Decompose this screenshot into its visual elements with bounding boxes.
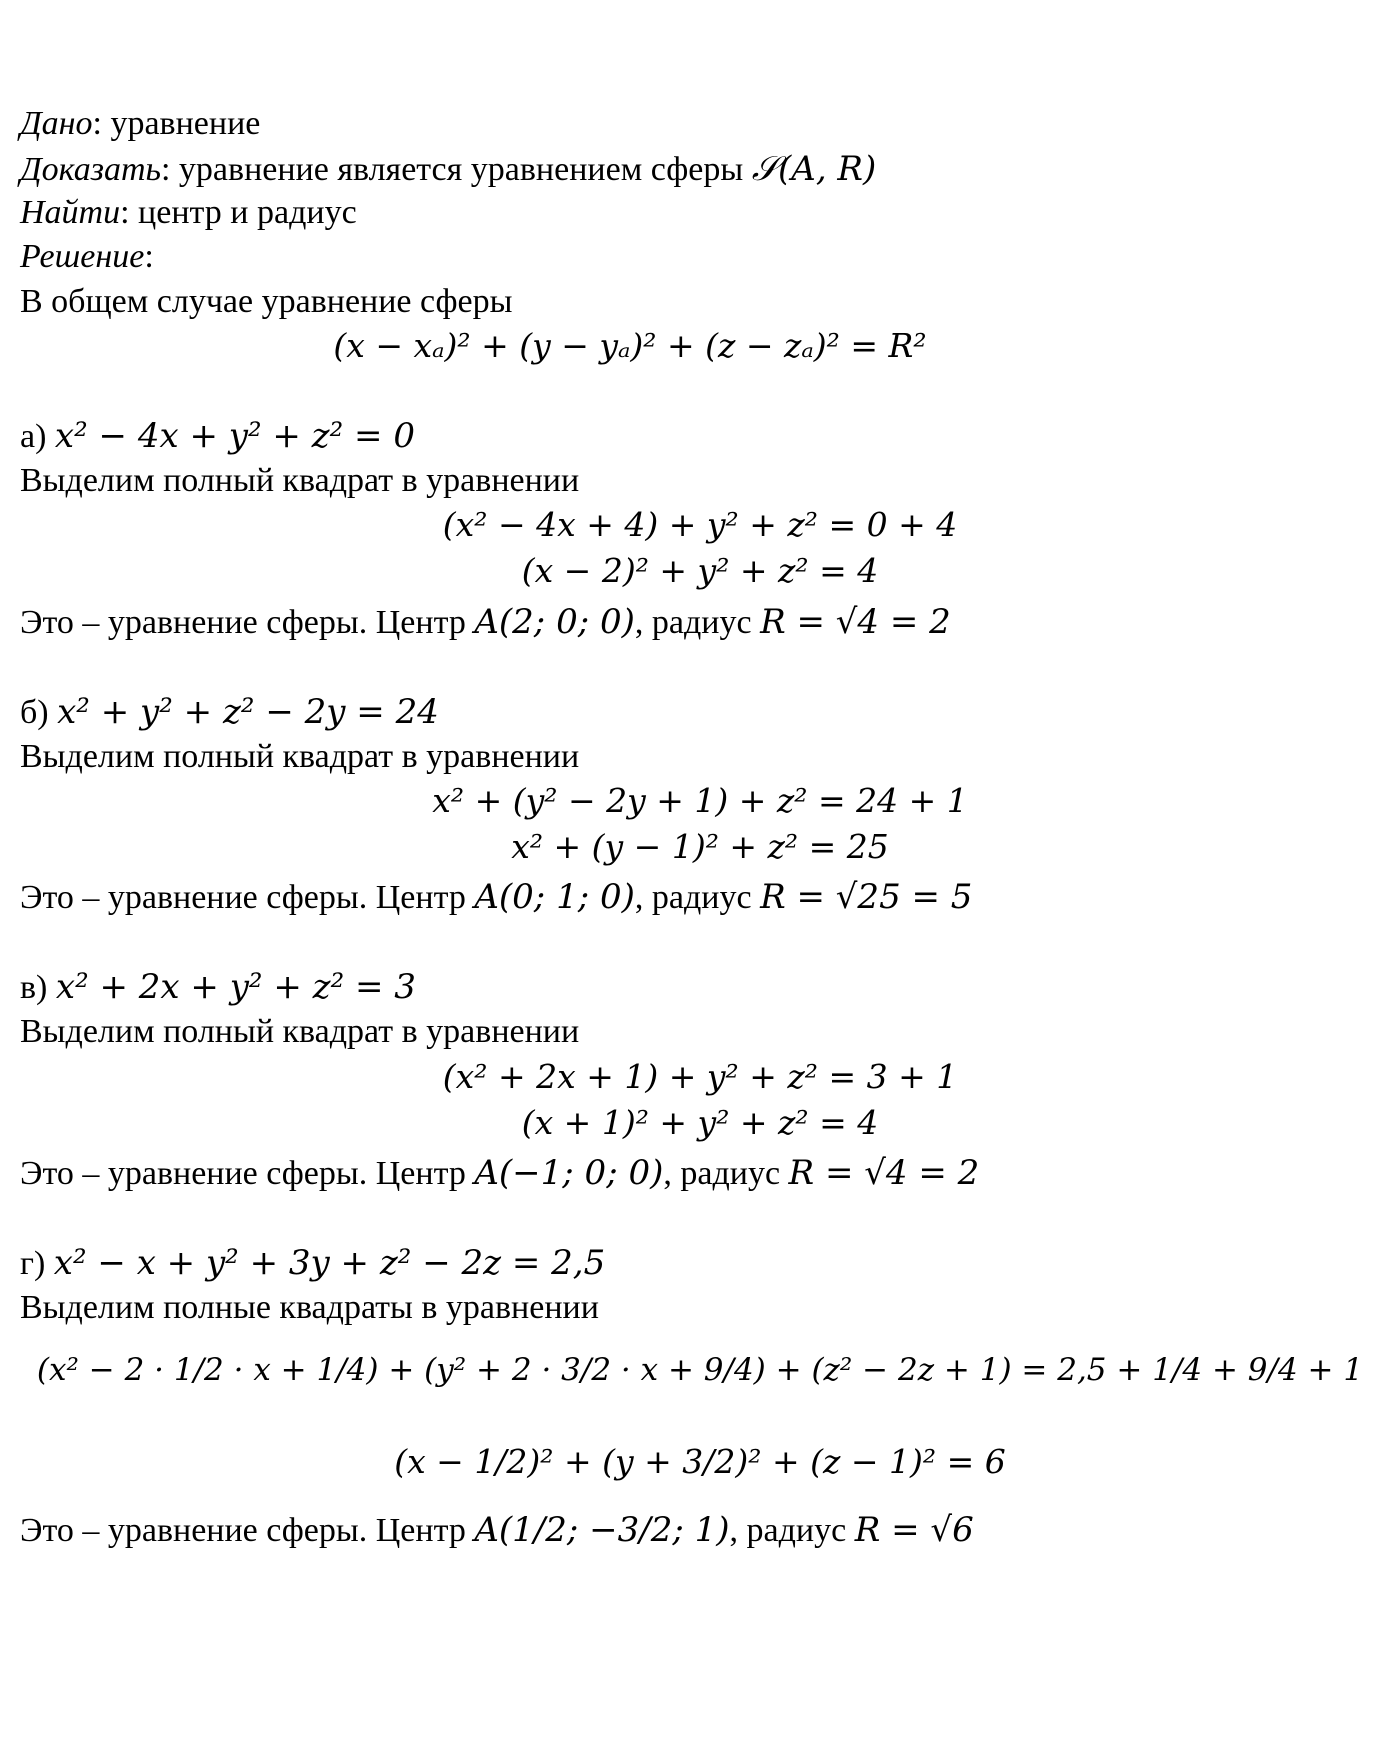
part-b-conclusion [20, 877, 972, 918]
part-b-step1: x² + (y² − 2y + 1) + z² = 24 + 1 [432, 781, 968, 820]
part-g-step2: (x − 1/2)² + (y + 3/2)² + (z − 1)² = 6 [394, 1442, 1006, 1481]
part-a-equation: x² − 4x + y² + z² = 0 [54, 416, 415, 456]
part-b-radius-text: , радиус [634, 879, 761, 916]
prove-math: 𝒮(A, R) [751, 149, 877, 189]
part-b-center: A(0; 1; 0) [474, 877, 635, 917]
part-a-label: а) [20, 418, 55, 455]
part-v-step-text: Выделим полный квадрат в уравнении [20, 1013, 580, 1050]
part-b-label: б) [20, 694, 58, 731]
part-g-conclusion-text: Это – уравнение сферы. Центр [20, 1512, 475, 1549]
part-a-conclusion-text: Это – уравнение сферы. Центр [20, 604, 475, 641]
part-b-equation: x² + y² + z² − 2y = 24 [57, 692, 439, 732]
given-line [20, 104, 260, 144]
part-b-conclusion-text: Это – уравнение сферы. Центр [20, 879, 475, 916]
given-text: : уравнение [92, 105, 261, 142]
solution-line [20, 237, 154, 277]
part-g-center: A(1/2; −3/2; 1) [474, 1510, 730, 1550]
part-v-label: в) [20, 969, 56, 1006]
part-a-conclusion [20, 602, 951, 643]
part-v-radius-text: , радиус [663, 1155, 789, 1192]
part-a-step-text: Выделим полный квадрат в уравнении [20, 462, 580, 499]
part-v-header [20, 967, 416, 1008]
general-intro: В общем случае уравнение сферы [20, 283, 513, 320]
part-a-radius: R = √4 = 2 [760, 602, 951, 642]
solution-label: Решение [20, 238, 145, 275]
part-g-step1: (x² − 2 · 1/2 · x + 1/4) + (y² + 2 · 3/2 · x + 9/4) + (z² − 2z + 1) = 2,5 + 1/4 + 9/4 + 1 [36, 1352, 1364, 1388]
find-text: : центр и радиус [120, 194, 357, 231]
part-v-center: A(−1; 0; 0) [474, 1153, 664, 1193]
part-g-header [20, 1243, 605, 1284]
solution-colon: : [144, 238, 154, 275]
part-v-equation: x² + 2x + y² + z² = 3 [55, 967, 416, 1007]
general-formula: (x − xₐ)² + (y − yₐ)² + (z − zₐ)² = R² [333, 326, 927, 365]
part-g-radius: R = √6 [854, 1510, 974, 1550]
part-b-radius: R = √25 = 5 [760, 877, 973, 917]
prove-label: Доказать [20, 151, 161, 188]
part-a-step1: (x² − 4x + 4) + y² + z² = 0 + 4 [442, 505, 958, 544]
part-g-label: г) [20, 1245, 54, 1282]
part-v-conclusion-text: Это – уравнение сферы. Центр [20, 1155, 475, 1192]
prove-text: : уравнение является уравнением сферы [160, 151, 752, 188]
part-a-radius-text: , радиус [634, 604, 761, 641]
part-g-conclusion [20, 1510, 974, 1551]
part-a-step2: (x − 2)² + y² + z² = 4 [521, 551, 879, 590]
given-label: Дано [20, 105, 93, 142]
find-line [20, 193, 357, 233]
part-v-step1: (x² + 2x + 1) + y² + z² = 3 + 1 [442, 1057, 958, 1096]
part-b-header [20, 692, 439, 733]
part-b-step2: x² + (y − 1)² + z² = 25 [511, 827, 889, 866]
part-v-radius: R = √4 = 2 [788, 1153, 980, 1193]
part-a-center: A(2; 0; 0) [474, 602, 635, 642]
part-b-step-text: Выделим полный квадрат в уравнении [20, 738, 580, 775]
part-g-equation: x² − x + y² + 3y + z² − 2z = 2,5 [53, 1243, 606, 1283]
part-a-header [20, 416, 415, 457]
part-v-conclusion [20, 1153, 979, 1194]
prove-line [20, 149, 876, 190]
part-g-radius-text: , радиус [729, 1512, 855, 1549]
find-label: Найти [20, 194, 121, 231]
part-v-step2: (x + 1)² + y² + z² = 4 [521, 1103, 879, 1142]
part-g-step-text: Выделим полные квадраты в уравнении [20, 1289, 599, 1326]
